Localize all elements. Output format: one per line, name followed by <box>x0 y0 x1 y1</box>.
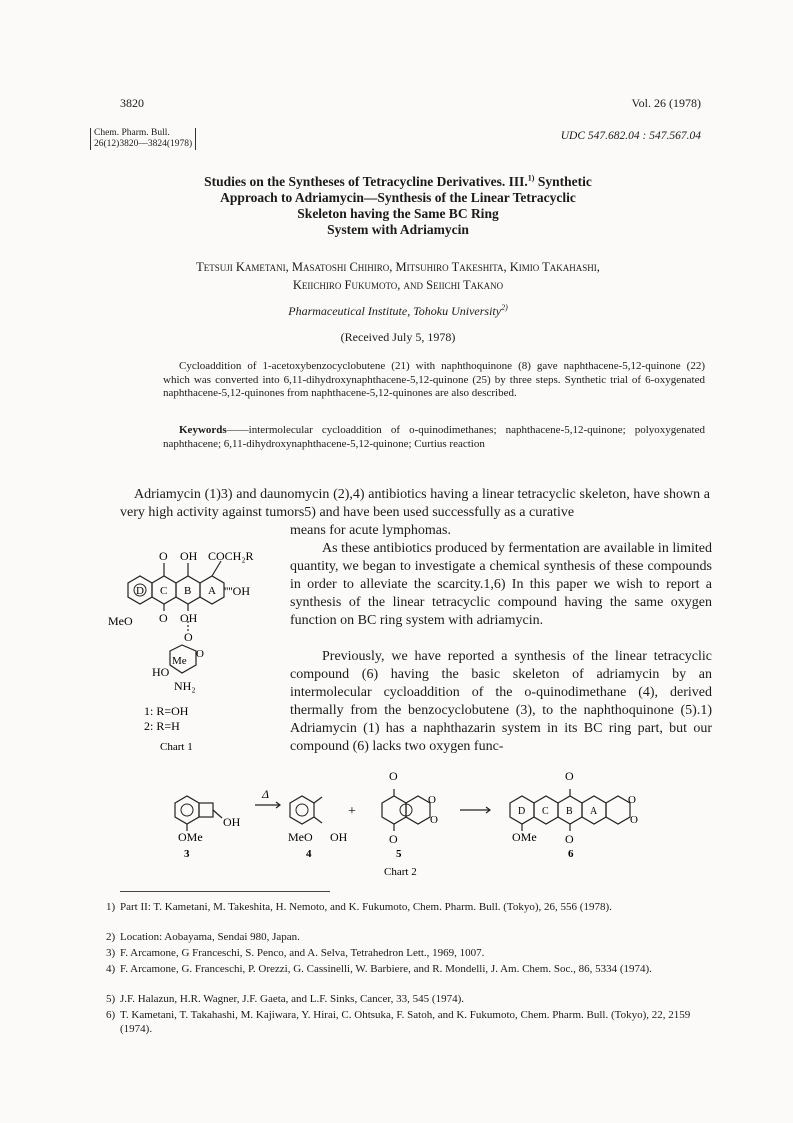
title-line3: Skeleton having the Same BC Ring <box>297 206 499 221</box>
footnote-number: 5) <box>106 993 116 1005</box>
journal-reference <box>90 128 196 150</box>
abstract <box>163 360 705 401</box>
body-paragraph-2 <box>290 540 712 630</box>
body-paragraph-3 <box>290 648 712 756</box>
journal-ref-line1: Chem. Pharm. Bull. <box>94 128 170 138</box>
compound-5: 5 <box>396 848 402 860</box>
c2-4-oh: OH <box>330 830 348 844</box>
c2-6-o-top: O <box>565 769 574 783</box>
ring-label-b: B <box>184 585 192 597</box>
c2-4-meo: MeO <box>288 830 313 844</box>
footnote-text: Part II: T. Kametani, M. Takeshita, H. Nemoto, and K. Fukumoto, Chem. Pharm. Bull. (Tokyo), 26, 556 (1978). <box>120 901 612 913</box>
c2-3-benzene <box>175 796 199 824</box>
chart2-scheme <box>160 765 720 880</box>
compound-6: 6 <box>568 848 574 860</box>
c2-6-ring-label-a: A <box>590 806 598 817</box>
udc-code: UDC 547.682.04 : 547.567.04 <box>560 130 701 142</box>
keywords-text: ——intermolecular cycloaddition of o-quinodimethanes; naphthacene-5,12-quinone; polyoxygenated naphthacene; 6,11-dihydroxynaphthacene-5,12-quinone; Curtius reaction <box>163 424 705 450</box>
p3-text: Previously, we have reported a synthesis of the linear tetracyclic compound (6) having the basic skeleton of adriamycin by an intermolecular cycloaddition of the o-quinodimethane (4), derived thermally from the benzocyclobutene (3), to the naphthoquinone (5).1) Adriamycin (1) has a naphthazarin system in its BC ring part, but our compound (6) lacks two oxygen func- <box>290 649 712 754</box>
c2-6-o-a: O <box>628 794 636 806</box>
footnote-1 <box>106 900 710 914</box>
c1-oh2: ''''OH <box>224 584 250 598</box>
c1-ho: HO <box>152 665 170 679</box>
footnote-number: 2) <box>106 931 116 943</box>
c2-3-ome: OMe <box>178 830 203 844</box>
footnote-5 <box>106 992 710 1006</box>
footnote-2 <box>106 930 710 944</box>
chart1-caption: Chart 1 <box>160 741 193 753</box>
authors-line1: Tetsuji Kametani, Masatoshi Chihiro, Mitsuhiro Takeshita, Kimio Takahashi, <box>196 260 600 274</box>
c2-5-o-b: O <box>430 814 438 826</box>
affiliation-text: Pharmaceutical Institute, Tohoku University <box>288 304 502 318</box>
c1-oh1: OH <box>180 549 198 563</box>
c2-6-ring-e <box>606 796 630 824</box>
affiliation-footnote-ref[interactable]: 2) <box>501 303 508 312</box>
title-footnote-ref[interactable]: 1) <box>527 173 535 183</box>
title-line1: Studies on the Syntheses of Tetracycline Derivatives. III. <box>204 174 528 189</box>
body-paragraph-1-tail: means for acute lymphomas. <box>290 523 451 538</box>
ring-label-d: D <box>136 585 144 597</box>
c2-5-o-top: O <box>389 769 398 783</box>
c2-6-ome: OMe <box>512 830 537 844</box>
c2-5-o-bot: O <box>389 832 398 846</box>
footnote-6 <box>106 1008 710 1036</box>
c1-oh3: OH <box>180 611 198 625</box>
abstract-text: Cycloaddition of 1-acetoxybenzocyclobutene (21) with naphthoquinone (8) gave naphthacene-5,12-quinone (22) which was converted into 6,11-dihydroxynaphthacene-5,12-quinone (25) by three steps. Synthetic trial of 6-oxygenated naphthacene-5,12-quinones from naphthacene-5,12-quinones are also described. <box>163 360 705 399</box>
c1-o1: O <box>159 549 168 563</box>
c1-o3: O <box>184 630 193 644</box>
c1-meo: MeO <box>108 614 133 628</box>
footnote-text: J.F. Halazun, H.R. Wagner, J.F. Gaeta, and L.F. Sinks, Cancer, 33, 545 (1974). <box>120 993 464 1005</box>
author-list <box>100 258 696 294</box>
c1-nh2: NH₂ <box>174 679 196 693</box>
ring-label-a: A <box>208 585 216 597</box>
volume-info: Vol. 26 (1978) <box>631 96 701 110</box>
chart2-caption: Chart 2 <box>384 866 417 878</box>
c2-5-ring1 <box>382 796 406 824</box>
footnote-3 <box>106 946 710 960</box>
delta-label: Δ <box>262 787 270 801</box>
authors-line2: Keiichiro Fukumoto, and Seiichi Takano <box>292 278 504 292</box>
c2-6-o-bot: O <box>565 832 574 846</box>
c2-3-oh: OH <box>223 815 241 829</box>
compound-4: 4 <box>306 848 312 860</box>
footnote-divider <box>120 891 330 892</box>
compound-1-label: 1: R=OH <box>144 704 189 718</box>
received-date: (Received July 5, 1978) <box>340 330 456 344</box>
c2-6-ring-label-d: D <box>518 806 526 817</box>
title-line2: Approach to Adriamycin—Synthesis of the Linear Tetracyclic <box>220 190 576 205</box>
chart1-structure <box>108 545 288 757</box>
article-title <box>120 174 676 238</box>
keywords-label: Keywords <box>179 424 227 436</box>
body-paragraph-1 <box>120 486 710 522</box>
footnote-4 <box>106 962 710 976</box>
footnote-number: 6) <box>106 1009 116 1021</box>
c1-me: Me <box>172 655 187 667</box>
keywords <box>163 424 705 451</box>
c2-5-o-a: O <box>428 794 436 806</box>
footnote-number: 4) <box>106 963 116 975</box>
c1-coch2r: COCH₂R <box>208 549 254 563</box>
affiliation <box>100 304 696 319</box>
c2-3-cyclobutene <box>199 803 213 817</box>
ring-label-c: C <box>160 585 168 597</box>
footnote-text: F. Arcamone, G Franceschi, S. Penco, and A. Selva, Tetrahedron Lett., 1969, 1007. <box>120 947 485 959</box>
title-line1-tail: Synthetic <box>534 174 592 189</box>
footnote-number: 3) <box>106 947 116 959</box>
plus-sign: + <box>348 804 356 819</box>
c1-o4: O <box>196 648 204 660</box>
c2-6-ring-label-c: C <box>542 806 549 817</box>
journal-ref-line2: 26(12)3820—3824(1978) <box>94 139 193 149</box>
compound-2-label: 2: R=H <box>144 719 180 733</box>
c1-o2: O <box>159 611 168 625</box>
footnote-text: Location: Aobayama, Sendai 980, Japan. <box>120 931 300 943</box>
footnote-number: 1) <box>106 901 116 913</box>
c2-6-o-b: O <box>630 814 638 826</box>
page-number: 3820 <box>120 96 144 110</box>
p1-text: Adriamycin (1)3) and daunomycin (2),4) antibiotics having a linear tetracyclic skeleton, have shown a very high activity against tumors5) and have been used successfully as a curative <box>120 487 710 520</box>
footnote-text: T. Kametani, T. Takahashi, M. Kajiwara, Y. Hirai, C. Ohtsuka, F. Satoh, and K. Fukumoto, Chem. Pharm. Bull. (Tokyo), 22, 2159 (1974). <box>120 1009 691 1035</box>
c2-4-ring <box>290 796 314 824</box>
p2-text: As these antibiotics produced by fermentation are available in limited quantity, we began to investigate a chemical synthesis of these compounds in order to alleviate the scarcity.1,6) In this paper we wish to report a synthesis of the linear tetracyclic compound having the same oxygen function on BC ring system with adriamycin. <box>290 541 712 628</box>
title-line4: System with Adriamycin <box>327 222 469 237</box>
compound-3: 3 <box>184 848 190 860</box>
c2-6-ring-label-b: B <box>566 806 573 817</box>
footnote-text: F. Arcamone, G. Franceschi, P. Orezzi, G. Cassinelli, W. Barbiere, and R. Mondelli, J. Am. Chem. Soc., 86, 5334 (1974). <box>120 963 652 975</box>
c2-5-ring2 <box>406 796 430 824</box>
